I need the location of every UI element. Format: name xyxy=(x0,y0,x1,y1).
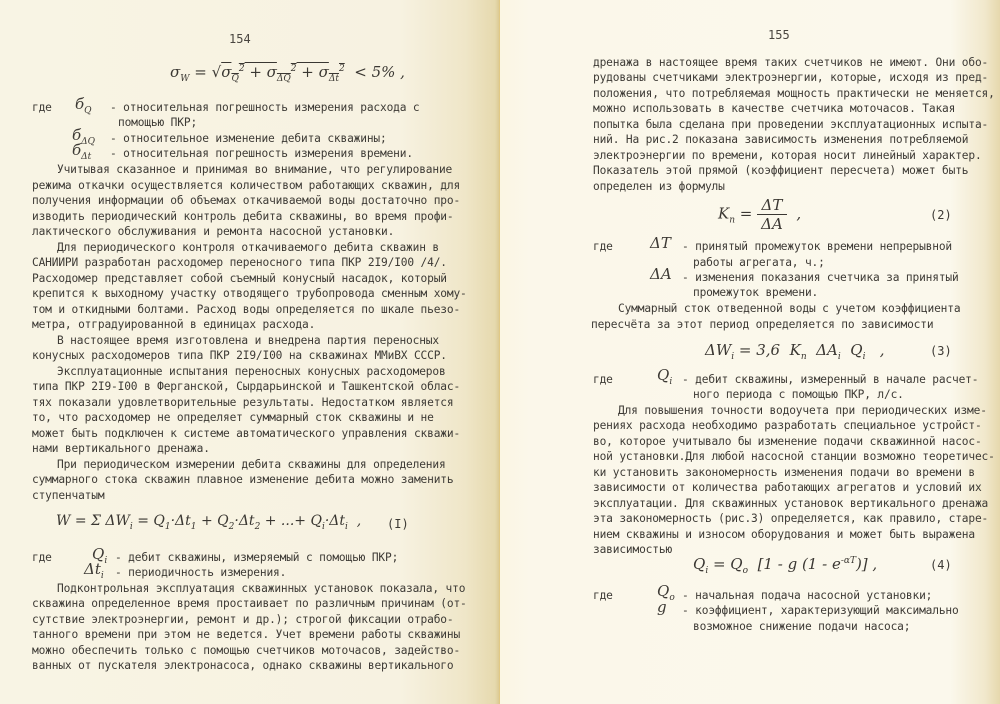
body-line: определен из формулы xyxy=(593,180,725,193)
equation-number: (3) xyxy=(930,344,952,358)
symbol-sigma-dq: $б_{\Delta Q}$ xyxy=(72,126,96,147)
body-line: конусных расходомеров типа ПКР 2I9/I00 на скважинах ММиВХ СССР. xyxy=(32,349,447,362)
right-page xyxy=(500,0,1000,704)
body-line: зависимостью xyxy=(593,543,673,556)
body-line: может быть подключен к системе автоматического управления скважи- xyxy=(32,427,461,440)
body-line: ступенчатым xyxy=(32,489,105,502)
definition-text: - периодичность измерения. xyxy=(115,566,287,579)
page-number: 155 xyxy=(768,28,790,42)
symbol-q-i: $Q_i$ xyxy=(92,545,108,566)
body-line: скважина определенное время простаивает по различным причинам (от- xyxy=(32,597,467,610)
formula-3: $\Delta W_i = 3,6$ $K_п$ $\Delta A_i$ $Q_i$ , xyxy=(705,341,885,362)
definition-text: - начальная подача насосной установки; xyxy=(682,589,933,602)
body-line: зависимости от количества работающих агрегатов и условий их xyxy=(593,481,982,494)
body-line: суммарного стока скважин плавное изменение дебита можно заменить xyxy=(32,473,454,486)
definition-text: - относительное изменение дебита скважины; xyxy=(110,132,387,145)
body-line: нами вертикального дренажа. xyxy=(32,442,210,455)
body-line: во, которое учитывало бы изменение подачи скважинной насос- xyxy=(593,435,982,448)
definition-text: - относительная погрешность измерения расхода с xyxy=(110,101,420,114)
body-line: Суммарный сток отведенной воды с учетом коэффициента xyxy=(618,302,961,315)
definition-text: - изменения показания счетчика за принятый xyxy=(682,271,959,284)
body-line: ванных от пускателя электронасоса, однако скважины вертикального xyxy=(32,659,454,672)
symbol-delta-a: ΔA xyxy=(650,265,672,283)
body-line: можно использовать в качестве счетчика моточасов. Такая xyxy=(593,102,956,115)
body-line: получения информации об объемах откачиваемой воды достаточно про- xyxy=(32,194,461,207)
body-line: дренажа в настоящее время таких счетчиков не имеют. Они обо- xyxy=(593,56,989,69)
definition-text: - дебит скважины, измеренный в начале расчет- xyxy=(682,373,979,386)
definition-text: промежуток времени. xyxy=(693,286,819,299)
body-line: попытка была сделана при проведении эксплуатационных испыта- xyxy=(593,118,989,131)
body-line: Для повышения точности водоучета при периодических изме- xyxy=(618,404,987,417)
body-line: сутствие электроэнергии, ремонт и др.); строгой фиксации отрабо- xyxy=(32,613,454,626)
body-line: эксплуатации. Для скважинных установок вертикального дренажа xyxy=(593,497,989,510)
definition-text: - принятый промежуток времени непрерывной xyxy=(682,240,953,253)
body-line: Эксплуатационные испытания переносных конусных расходомеров xyxy=(57,365,446,378)
body-line: тях показали удовлетворительные результаты. Недостатком является xyxy=(32,396,454,409)
symbol-sigma-q: $б_Q$ xyxy=(75,95,92,116)
symbol-delta-t: ΔT xyxy=(650,234,671,252)
body-line: пересчёта за этот период определяется по зависимости xyxy=(591,318,934,331)
body-line: При периодическом измерении дебита скважины для определения xyxy=(57,458,446,471)
where-label: где xyxy=(593,589,613,602)
definition-text: помощью ПКР; xyxy=(118,116,198,129)
symbol-g: g xyxy=(657,598,667,616)
equation-number: (I) xyxy=(387,517,409,531)
equation-number: (4) xyxy=(930,558,952,572)
page-number: 154 xyxy=(229,32,251,46)
body-line: нием скважины и износом оборудования и может быть выражена xyxy=(593,528,975,541)
body-line: Учитывая сказанное и принимая во внимание, что регулирование xyxy=(57,163,453,176)
body-line: Расходомер представляет собой съемный конусный насадок, который xyxy=(32,272,447,285)
body-line: В настоящее время изготовлена и внедрена партия переносных xyxy=(57,334,439,347)
body-line: ки установить закономерность изменения подачи во времени в xyxy=(593,466,975,479)
body-line: режима откачки осуществляется количеством работающих скважин, для xyxy=(32,179,461,192)
body-line: САНИИРИ разработан расходомер переносного типа ПКР 2I9/I00 /4/. xyxy=(32,256,447,269)
symbol-q-o: $Q_o$ xyxy=(657,582,675,603)
body-line: рудованы счетчиками электроэнергии, которые, исходя из пред- xyxy=(593,71,989,84)
formula-total-error: $\sigma_W = √\sigma_Q^2 + \sigma_{\Delta Q}^2 + \sigma_{\Delta t}^2 < 5\%$ , xyxy=(170,63,405,84)
formula-2: $K_п$ = $\frac{\Delta T}{\Delta A}$ , xyxy=(718,196,802,233)
body-line: изводить периодический контроль дебита скважины, во время профи- xyxy=(32,210,454,223)
body-line: лактического обслуживания и ремонта насосной установки. xyxy=(32,225,395,238)
body-line: эта закономерность (рис.3) определяется, как правило, старе- xyxy=(593,512,989,525)
where-label: где xyxy=(32,551,52,564)
body-line: Подконтрольная эксплуатация скважинных установок показала, что xyxy=(57,582,466,595)
formula-4: $Q_i = Q_o$ [1 - g $(1 - e^{-\alpha T})$] , xyxy=(693,555,878,576)
symbol-sigma-dt: $б_{\Delta t}$ xyxy=(72,141,92,162)
definition-text: работы агрегата, ч.; xyxy=(693,256,825,269)
symbol-q-i: $Q_i$ xyxy=(657,366,673,387)
body-line: крепится к выходному участку отводящего трубопровода сменным хому- xyxy=(32,287,467,300)
body-line: танного времени при этом не ведется. Учет времени работы скважины xyxy=(32,628,461,641)
body-line: том и откидными болтами. Расход воды определяется по шкале пьезо- xyxy=(32,303,461,316)
body-line: рениях расхода необходимо разработать специальное устройст- xyxy=(593,419,982,432)
body-line: метра, отградуированной в единицах расхода. xyxy=(32,318,316,331)
body-line: Показатель этой прямой (коэффициент пересчета) может быть xyxy=(593,164,969,177)
definition-text: - относительная погрешность измерения времени. xyxy=(110,147,413,160)
body-line: электроэнергии по времени, которая носит линейный характер. xyxy=(593,149,982,162)
definition-text: - дебит скважины, измеряемый с помощью ПКР; xyxy=(115,551,399,564)
where-label: где xyxy=(593,240,613,253)
body-line: Для периодического контроля откачиваемого дебита скважин в xyxy=(57,241,439,254)
body-line: ной установки.Для любой насосной станции возможно теоретичес- xyxy=(593,450,995,463)
body-line: можно обеспечить только с помощью счетчиков моточасов, задейство- xyxy=(32,644,461,657)
definition-text: ного периода с помощью ПКР, л/с. xyxy=(693,388,904,401)
body-line: положения, что потребляемая мощность практически не меняется, xyxy=(593,87,995,100)
body-line: типа ПКР 2I9-I00 в Ферганской, Сырдарьинской и Ташкентской облас- xyxy=(32,380,461,393)
equation-number: (2) xyxy=(930,208,952,222)
where-label: где xyxy=(593,373,613,386)
where-label: где xyxy=(32,101,52,114)
definition-text: - коэффициент, характеризующий максимально xyxy=(682,604,959,617)
body-line: ний. На рис.2 показана зависимость изменения потребляемой xyxy=(593,133,969,146)
formula-1: W = Σ $\Delta W_i = Q_1\cdot\Delta t_1 + Q_2\cdot\Delta t_2$ + ...+ $Q_i\cdot\Delta t_i$ , xyxy=(56,513,362,532)
definition-text: возможное снижение подачи насоса; xyxy=(693,620,911,633)
symbol-delta-t-i: $\Delta t_i$ xyxy=(84,560,104,581)
body-line: то, что расходомер не определяет суммарный сток скважины и не xyxy=(32,411,434,424)
